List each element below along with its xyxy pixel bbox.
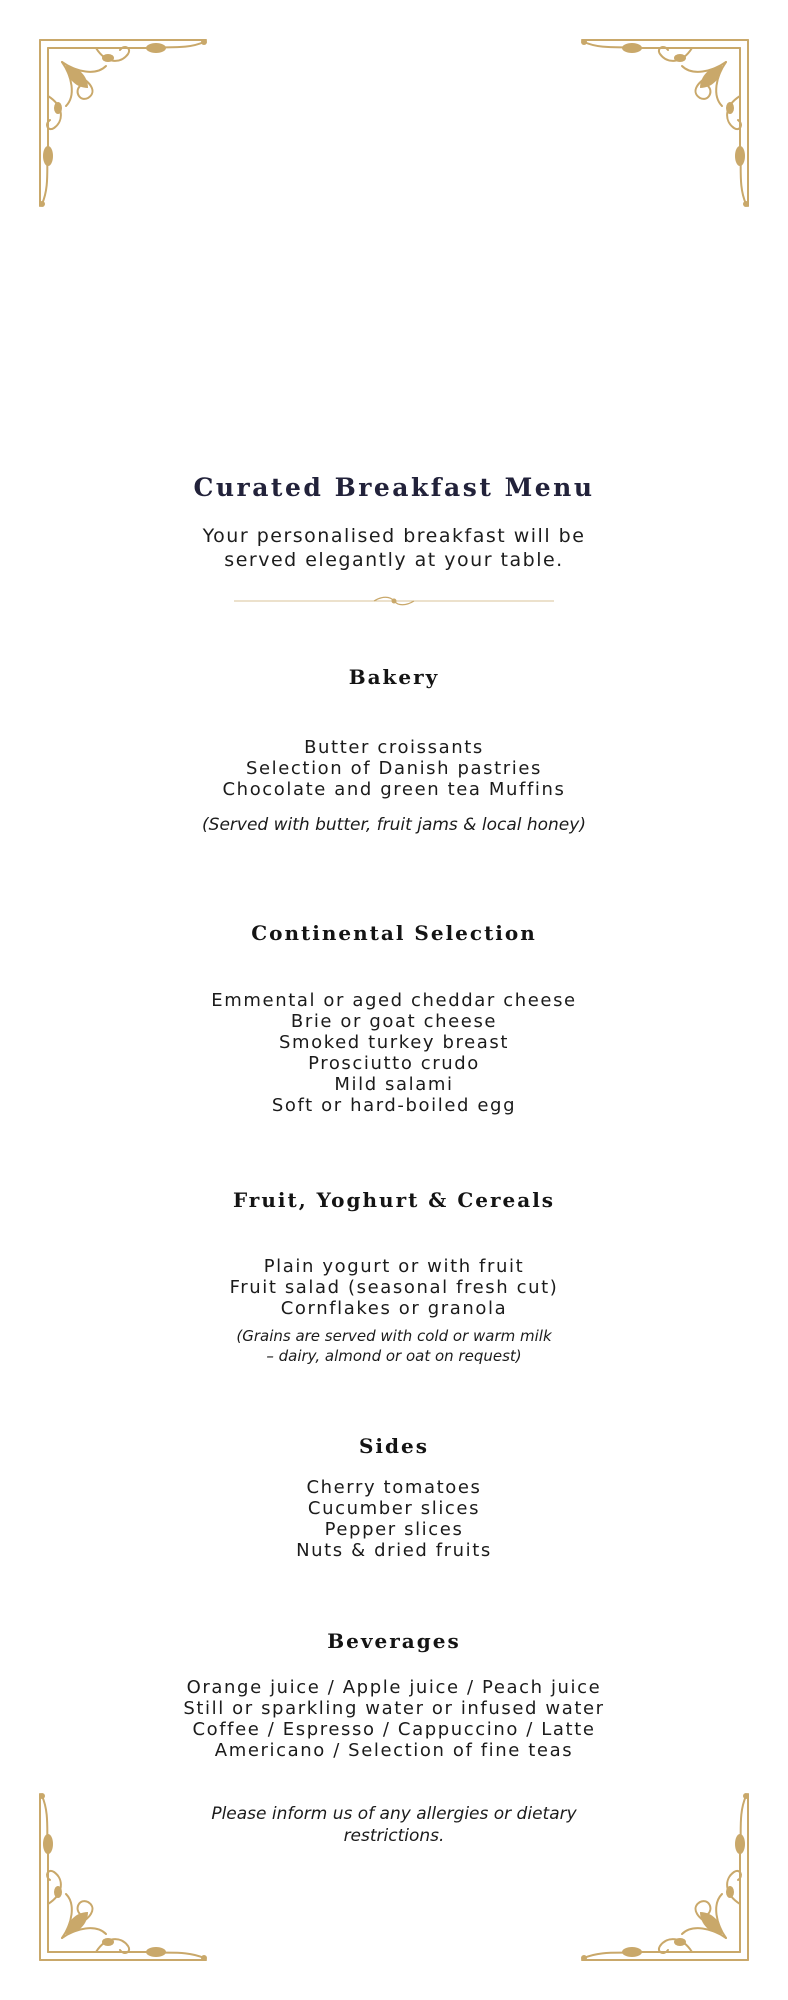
list-item: Pepper slices	[324, 1519, 464, 1540]
continental-items	[0, 990, 788, 1116]
list-item: Emmental or aged cheddar cheese	[211, 990, 577, 1011]
note-line: – dairy, almond or oat on request)	[266, 1347, 522, 1365]
note-line: (Grains are served with cold or warm milk	[236, 1327, 552, 1345]
fruit-items	[0, 1256, 788, 1319]
list-item: Mild salami	[334, 1074, 454, 1095]
list-item: Chocolate and green tea Muffins	[222, 779, 566, 800]
section-title-beverages: Beverages	[327, 1629, 461, 1653]
list-item: Fruit salad (seasonal fresh cut)	[229, 1277, 559, 1298]
sides-items	[0, 1477, 788, 1561]
section-title-sides: Sides	[358, 1434, 429, 1458]
list-item: Brie or goat cheese	[290, 1011, 498, 1032]
section-title-bakery: Bakery	[348, 665, 440, 689]
note-line: restrictions.	[343, 1826, 445, 1846]
list-item: Nuts & dried fruits	[296, 1540, 492, 1561]
list-item: Still or sparkling water or infused water	[183, 1698, 605, 1719]
bakery-note: (Served with butter, fruit jams & local honey)	[202, 815, 586, 835]
list-item: Orange juice / Apple juice / Peach juice	[186, 1677, 602, 1698]
fruit-note	[0, 1326, 788, 1366]
corner-ornament-icon	[36, 36, 236, 236]
subtitle-line: served elegantly at your table.	[224, 549, 564, 571]
list-item: Cherry tomatoes	[306, 1477, 482, 1498]
section-title-continental: Continental Selection	[251, 921, 537, 945]
menu-subtitle	[0, 524, 788, 572]
list-item: Prosciutto crudo	[308, 1053, 480, 1074]
list-item: Butter croissants	[304, 737, 484, 758]
ornamental-divider-icon	[234, 594, 554, 608]
allergy-note	[0, 1803, 788, 1847]
list-item: Plain yogurt or with fruit	[263, 1256, 525, 1277]
section-title-fruit: Fruit, Yoghurt & Cereals	[232, 1188, 556, 1212]
corner-ornament-icon	[552, 1764, 752, 1964]
list-item: Smoked turkey breast	[278, 1032, 510, 1053]
beverages-items	[0, 1677, 788, 1761]
menu-title: Curated Breakfast Menu	[193, 473, 595, 502]
list-item: Cucumber slices	[307, 1498, 481, 1519]
note-line: Please inform us of any allergies or dietary	[211, 1804, 577, 1824]
subtitle-line: Your personalised breakfast will be	[202, 525, 586, 547]
list-item: Americano / Selection of fine teas	[214, 1740, 574, 1761]
corner-ornament-icon	[36, 1764, 236, 1964]
corner-ornament-icon	[552, 36, 752, 236]
bakery-items	[0, 737, 788, 800]
list-item: Soft or hard-boiled egg	[271, 1095, 517, 1116]
list-item: Coffee / Espresso / Cappuccino / Latte	[192, 1719, 596, 1740]
list-item: Cornflakes or granola	[280, 1298, 508, 1319]
list-item: Selection of Danish pastries	[245, 758, 543, 779]
